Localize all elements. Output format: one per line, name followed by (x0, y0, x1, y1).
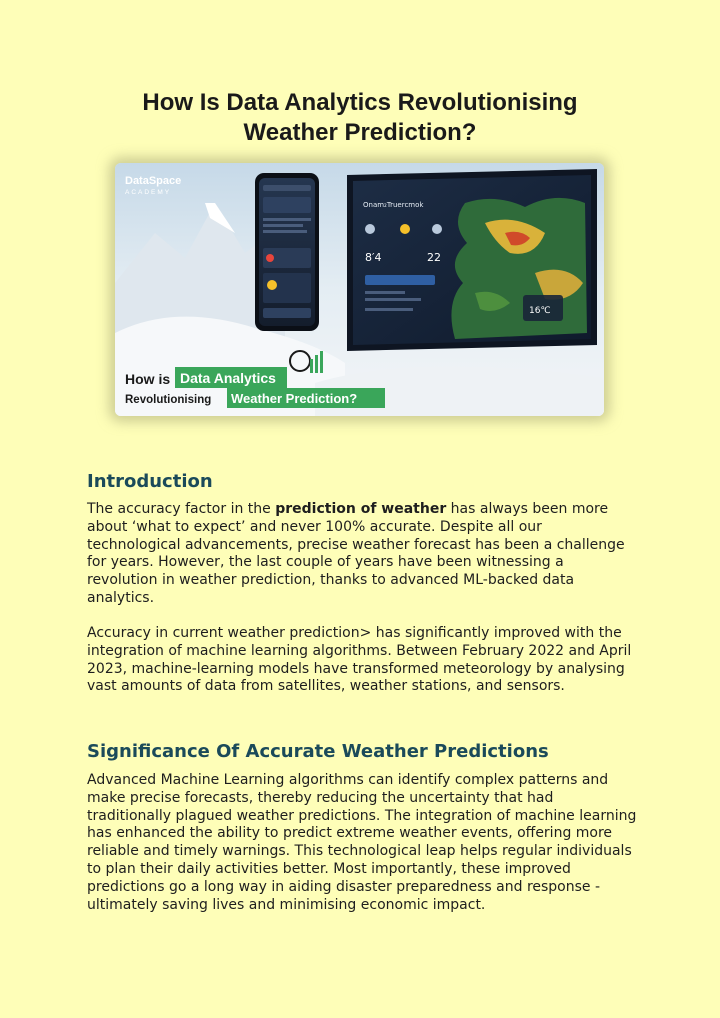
tablet-temp-1: 8′4 (365, 251, 382, 264)
page-title (60, 88, 660, 148)
significance-heading: Significance Of Accurate Weather Predictions (87, 741, 549, 762)
tablet-temp-3: 16℃ (529, 306, 551, 316)
tablet-mockup (347, 169, 597, 351)
brand-name: DataSpace (125, 175, 182, 187)
significance-paragraph: Advanced Machine Learning algorithms can identify complex patterns and make precise forecasts, thereby reducing the uncertainty that had traditionally plagued weather predictions. The integration of machine learning has enhanced the ability to predict extreme weather events, offering more reliable and timely warnings. This technological leap helps regular individuals to plan their daily activities better. Most importantly, these improved predictions go a long way in aiding disaster preparedness and response -ultimately saving lives and minimising economic impact. (87, 772, 637, 913)
hero-image (115, 163, 604, 416)
intro-p1-text: The accuracy factor in the (87, 501, 276, 517)
caption-revolutionising: Revolutionising (125, 394, 212, 406)
brand-subtitle: ACADEMY (125, 189, 172, 196)
tablet-temp-2: 22 (427, 251, 441, 264)
phone-mockup (255, 173, 319, 331)
intro-paragraph-2: Accuracy in current weather prediction> has significantly improved with the integration of machine learning algorithms. Between February 2022 and April 2023, machine-learning models have transformed meteorology by analysing vast amounts of data from satellites, weather stations, and sensors. (87, 625, 632, 695)
caption-how-is: How is (125, 371, 171, 387)
caption-data-analytics: Data Analytics (180, 370, 276, 386)
intro-paragraph-1 (87, 501, 637, 608)
tablet-header: Onam₂Truercmok (363, 201, 424, 209)
intro-heading: Introduction (87, 471, 213, 492)
title-line-2: Weather Prediction? (243, 119, 477, 146)
caption-weather-prediction: Weather Prediction? (231, 391, 358, 406)
intro-p1-text-after: has always been more about ‘what to expect’ and never 100% accurate. Despite all our technological advancements, precise weather forecast has been a challenge for years. However, the last couple of years have been witnessing a revolution in weather prediction, thanks to advanced ML-backed data analytics. (87, 501, 625, 606)
intro-p1-bold: prediction of weather (275, 501, 447, 517)
hero-illustration (115, 163, 604, 416)
title-line-1: How Is Data Analytics Revolutionising (142, 89, 578, 116)
